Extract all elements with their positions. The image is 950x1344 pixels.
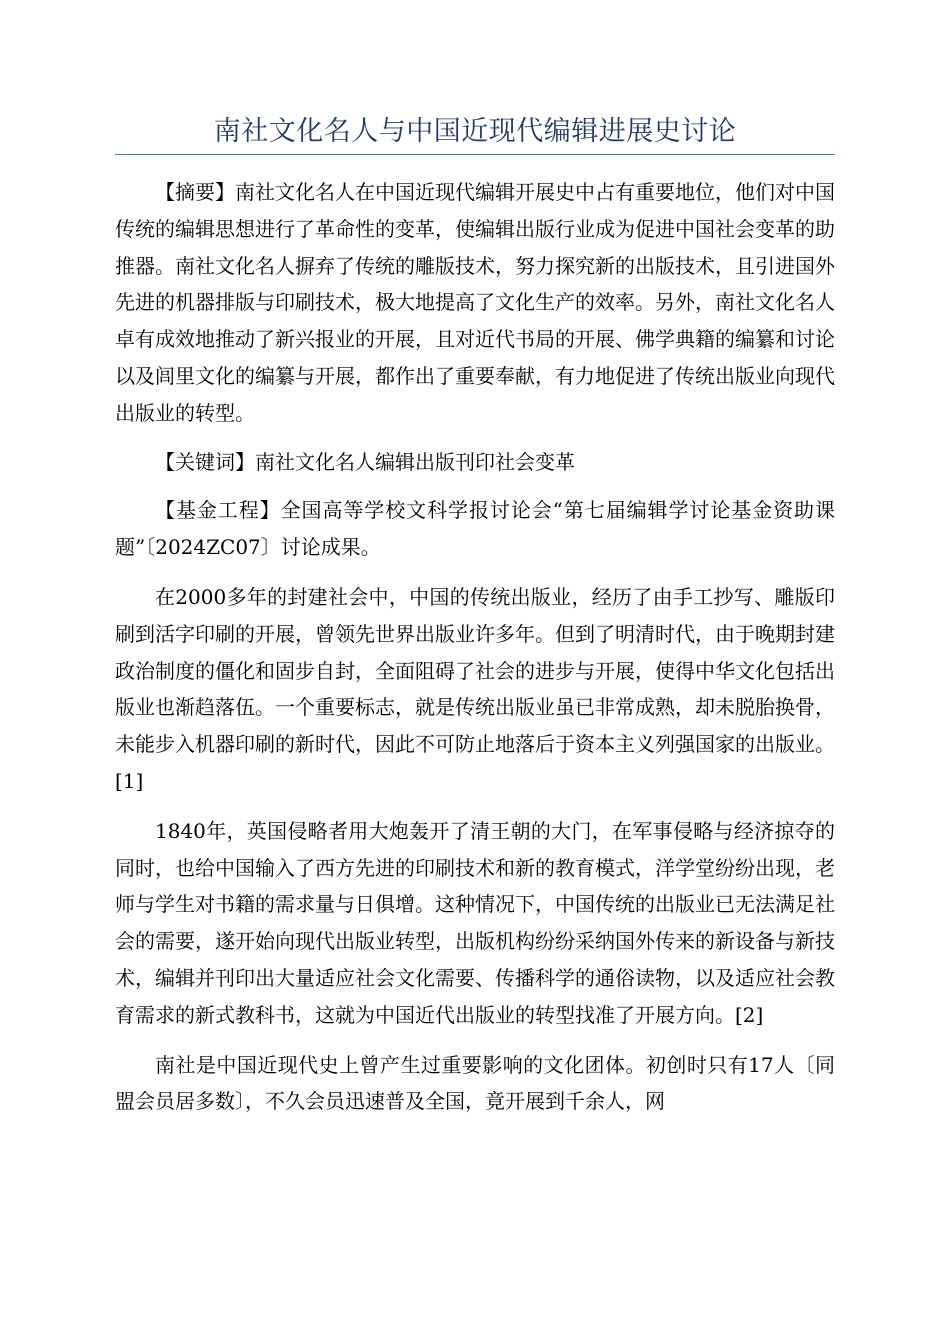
body-paragraph: 在2000多年的封建社会中，中国的传统出版业，经历了由手工抄写、雕版印刷到活字印刷的开展，曾领先世界出版业许多年。但到了明清时代，由于晚期封建政治制度的僵化和固步自封，全面阻碍了社会的进步与开展，使得中华文化包括出版业也渐趋落伍。一个重要标志，就是传统出版业虽已非常成熟，却未脱胎换骨，未能步入机器印刷的新时代，因此不可防止地落后于资本主义列强国家的出版业。[1] [115, 584, 835, 793]
keywords-paragraph: 【关键词】南社文化名人编辑出版刊印社会变革 [155, 449, 575, 474]
abstract-paragraph: 【摘要】南社文化名人在中国近现代编辑开展史中占有重要地位，他们对中国传统的编辑思想进行了革命性的变革，使编辑出版行业成为促进中国社会变革的助推器。南社文化名人摒弃了传统的雕版技术，努力探究新的出版技术，且引进国外先进的机器排版与印刷技术，极大地提高了文化生产的效率。另外，南社文化名人卓有成效地推动了新兴报业的开展，且对近代书局的开展、佛学典籍的编纂和讨论以及闾里文化的编纂与开展，都作出了重要奉献，有力地促进了传统出版业向现代出版业的转型。 [115, 180, 835, 425]
document-title: 南社文化名人与中国近现代编辑进展史讨论 [213, 116, 737, 147]
body-paragraph: 1840年，英国侵略者用大炮轰开了清王朝的大门，在军事侵略与经济掠夺的同时，也给中国输入了西方先进的印刷技术和新的教育模式，洋学堂纷纷出现，老师与学生对书籍的需求量与日俱增。这种情况下，中国传统的出版业已无法满足社会的需要，遂开始向现代出版业转型，出版机构纷纷采纳国外传来的新设备与新技术，编辑并刊印出大量适应社会文化需要、传播科学的通俗读物，以及适应社会教育需求的新式教科书，这就为中国近代出版业的转型找准了开展方向。[2] [115, 818, 835, 1027]
body-paragraph: 南社是中国近现代史上曾产生过重要影响的文化团体。初创时只有17人〔同盟会员居多数〕，不久会员迅速普及全国，竟开展到千余人，网 [115, 1052, 835, 1114]
document-body [115, 174, 835, 1133]
fund-paragraph: 【基金工程】全国高等学校文科学报讨论会“第七届编辑学讨论基金资助课题”〔2024ZC07〕讨论成果。 [115, 498, 835, 560]
title-underline [115, 154, 835, 155]
